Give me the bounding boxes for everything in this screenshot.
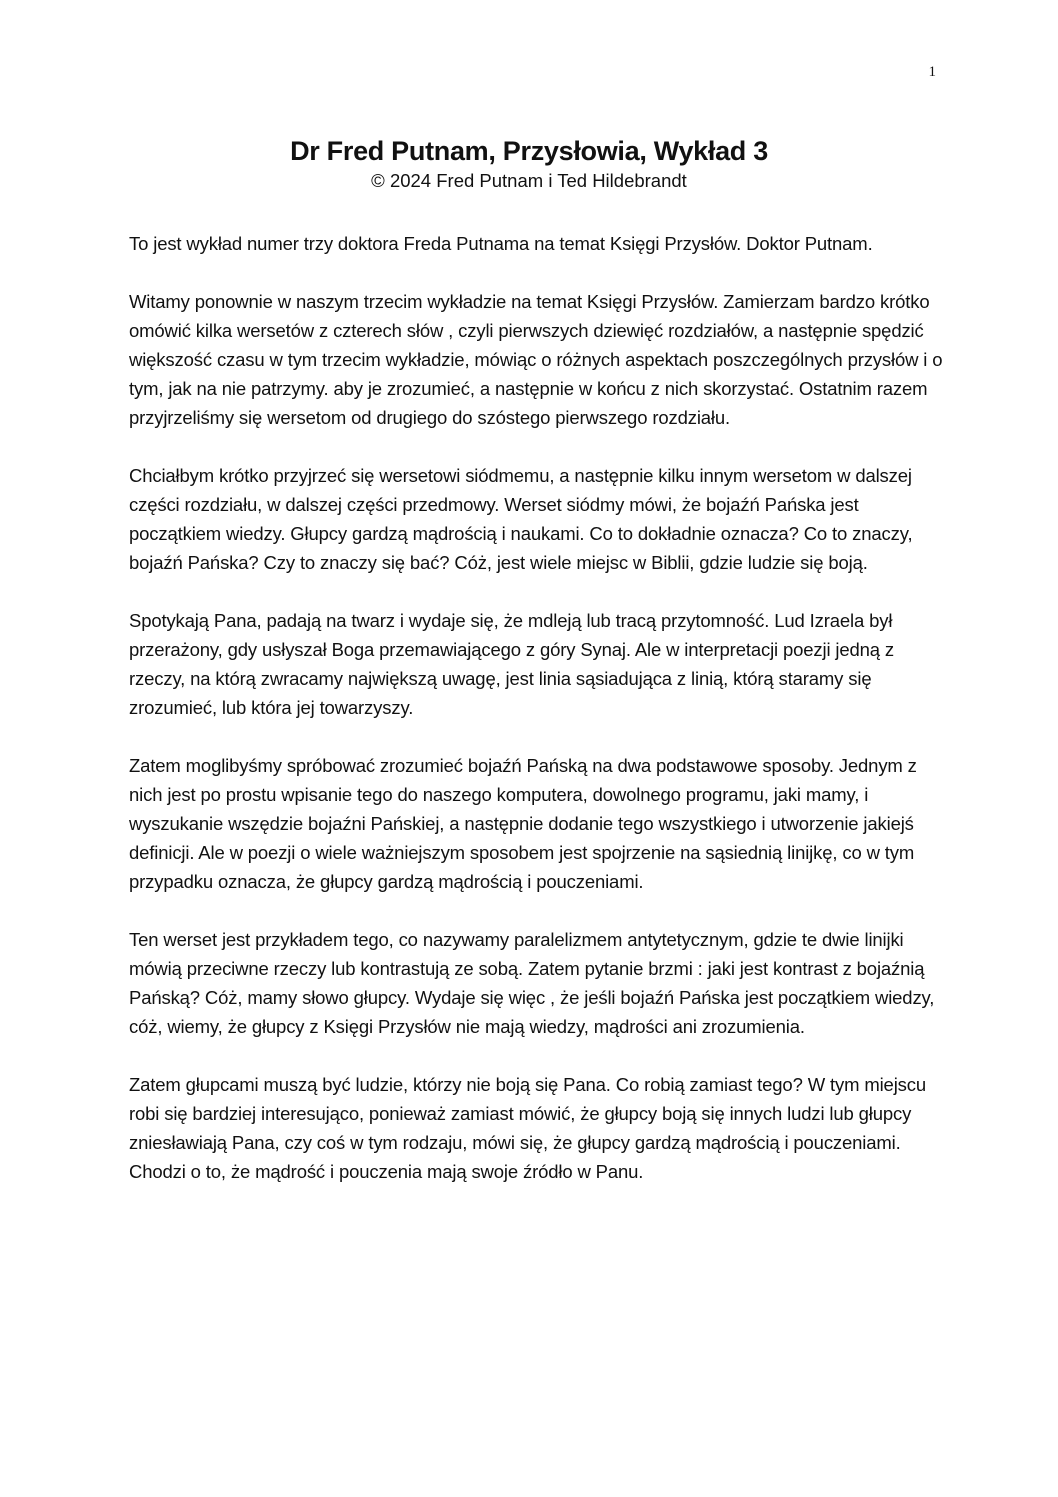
paragraph-5: Zatem moglibyśmy spróbować zrozumieć bojaźń Pańską na dwa podstawowe sposoby. Jednym z nich jest po prostu wpisanie tego do naszego komputera, dowolnego programu, jaki mamy, i wyszukanie wszędzie bojaźni Pańskiej, a następnie dodanie tego wszystkiego i utworzenie jakiejś definicji. Ale w poezji o wiele ważniejszym sposobem jest spojrzenie na sąsiednią linijkę, co w tym przypadku oznacza, że głupcy gardzą mądrością i pouczeniami.	[129, 755, 917, 892]
paragraph-6: Ten werset jest przykładem tego, co nazywamy paralelizmem antytetycznym, gdzie te dwie linijki mówią przeciwne rzeczy lub kontrastują ze sobą. Zatem pytanie brzmi : jaki jest kontrast z bojaźnią Pańską? Cóż, mamy słowo głupcy. Wydaje się więc , że jeśli bojaźń Pańska jest początkiem wiedzy, cóż, wiemy, że głupcy z Księgi Przysłów nie mają wiedzy, mądrości ani zrozumienia.	[129, 929, 935, 1037]
paragraph-2: Witamy ponownie w naszym trzecim wykładzie na temat Księgi Przysłów. Zamierzam bardzo krótko omówić kilka wersetów z czterech słów , czyli pierwszych dziewięć rozdziałów, a następnie spędzić większość czasu w tym trzecim wykładzie, mówiąc o różnych aspektach poszczególnych przysłów i o tym, jak na nie patrzymy. aby je zrozumieć, a następnie w końcu z nich skorzystać. Ostatnim razem przyjrzeliśmy się wersetom od drugiego do szóstego pierwszego rozdziału.	[129, 291, 943, 428]
document-header	[0, 134, 1058, 193]
document-title: Dr Fred Putnam, Przysłowia, Wykład 3	[290, 136, 768, 166]
copyright-line: © 2024 Fred Putnam i Ted Hildebrandt	[371, 170, 687, 191]
page-number: 1	[928, 64, 936, 80]
document-body	[129, 229, 949, 1215]
paragraph-1: To jest wykład numer trzy doktora Freda Putnama na temat Księgi Przysłów. Doktor Putnam.	[129, 233, 873, 254]
paragraph-7: Zatem głupcami muszą być ludzie, którzy nie boją się Pana. Co robią zamiast tego? W tym miejscu robi się bardziej interesująco, ponieważ zamiast mówić, że głupcy boją się innych ludzi lub głupcy zniesławiają Pana, czy coś w tym rodzaju, mówi się, że głupcy gardzą mądrością i pouczeniami. Chodzi o to, że mądrość i pouczenia mają swoje źródło w Panu.	[129, 1074, 926, 1182]
paragraph-4: Spotykają Pana, padają na twarz i wydaje się, że mdleją lub tracą przytomność. Lud Izraela był przerażony, gdy usłyszał Boga przemawiającego z góry Synaj. Ale w interpretacji poezji jedną z rzeczy, na którą zwracamy największą uwagę, jest linia sąsiadująca z linią, którą staramy się zrozumieć, lub która jej towarzyszy.	[129, 610, 895, 718]
paragraph-3: Chciałbym krótko przyjrzeć się wersetowi siódmemu, a następnie kilku innym wersetom w dalszej części rozdziału, w dalszej części przedmowy. Werset siódmy mówi, że bojaźń Pańska jest początkiem wiedzy. Głupcy gardzą mądrością i naukami. Co to dokładnie oznacza? Co to znaczy, bojaźń Pańska? Czy to znaczy się bać? Cóż, jest wiele miejsc w Biblii, gdzie ludzie się boją.	[129, 465, 913, 573]
